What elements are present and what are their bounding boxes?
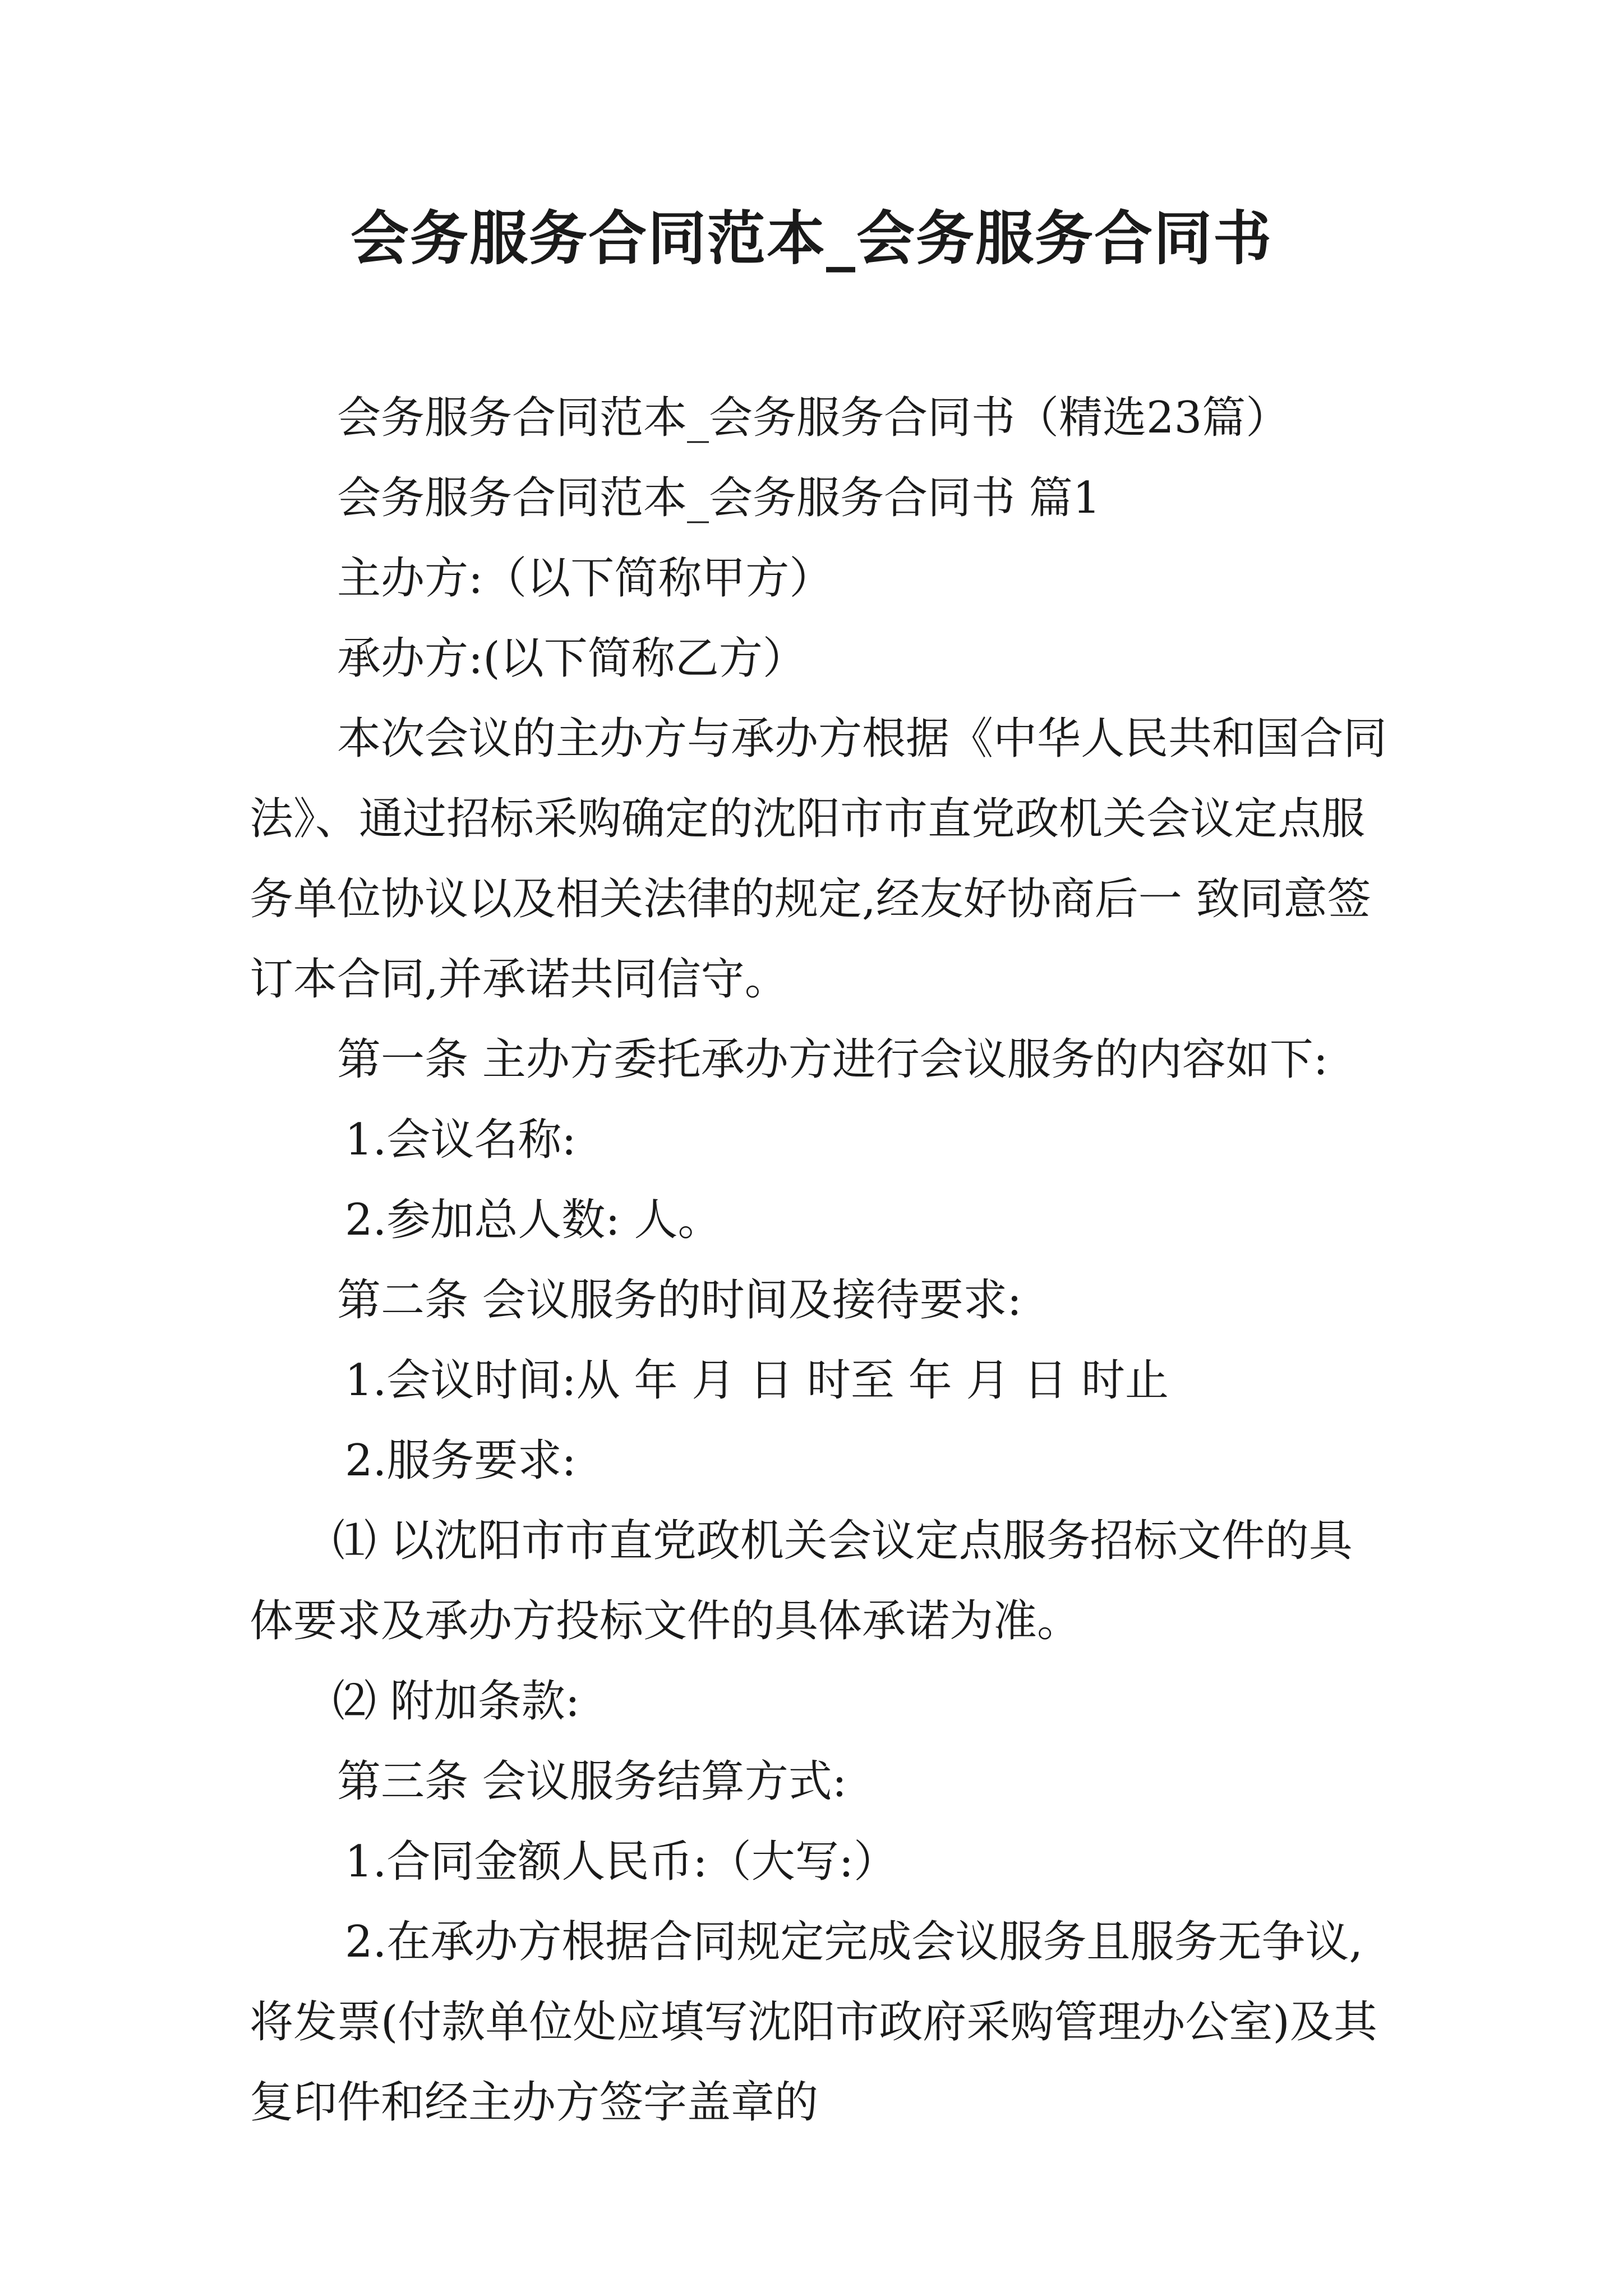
subtitle-paragraph: 会务服务合同范本_会务服务合同书（精选23篇）	[337, 393, 1290, 443]
document-title: 会务服务合同范本_会务服务合同书	[350, 204, 1272, 273]
section-heading: 会务服务合同范本_会务服务合同书 篇1	[337, 473, 1101, 523]
article-2-subitem-2: ⑵ 附加条款:	[333, 1676, 580, 1727]
article-3-item-2: 2.在承办方根据合同规定完成会议服务且服务无争议,将发票(付款单位处应填写沈阳市政府采购管理办公室)及其复印件和经主办方签字盖章的	[250, 1917, 1377, 2128]
article-2-item-1: 1.会议时间:从 年 月 日 时至 年 月 日 时止	[345, 1355, 1169, 1406]
article-2-subitem-1: ⑴ 以沈阳市市直党政机关会议定点服务招标文件的具体要求及承办方投标文件的具体承诺为准。	[250, 1516, 1353, 1646]
article-1-item-1: 1.会议名称:	[345, 1115, 577, 1165]
preamble-paragraph: 本次会议的主办方与承办方根据《中华人民共和国合同法》、通过招标采购确定的沈阳市市直党政机关会议定点服务单位协议以及相关法律的规定,经友好协商后一 致同意签订本合同,并承诺共同信守。	[250, 714, 1387, 1005]
document-body	[250, 378, 1394, 2143]
article-1-item-2: 2.参加总人数: 人。	[345, 1195, 722, 1245]
party-a-line: 主办方:（以下简称甲方）	[337, 553, 833, 604]
article-3-item-1: 1.合同金额人民币:（大写:）	[345, 1837, 897, 1887]
article-2-item-2: 2.服务要求:	[345, 1435, 577, 1486]
article-1-heading: 第一条 主办方委托承办方进行会议服务的内容如下:	[337, 1034, 1329, 1085]
article-2-heading: 第二条 会议服务的时间及接待要求:	[337, 1275, 1022, 1326]
party-b-line: 承办方:(以下简称乙方）	[337, 633, 806, 684]
article-3-heading: 第三条 会议服务结算方式:	[337, 1756, 847, 1807]
